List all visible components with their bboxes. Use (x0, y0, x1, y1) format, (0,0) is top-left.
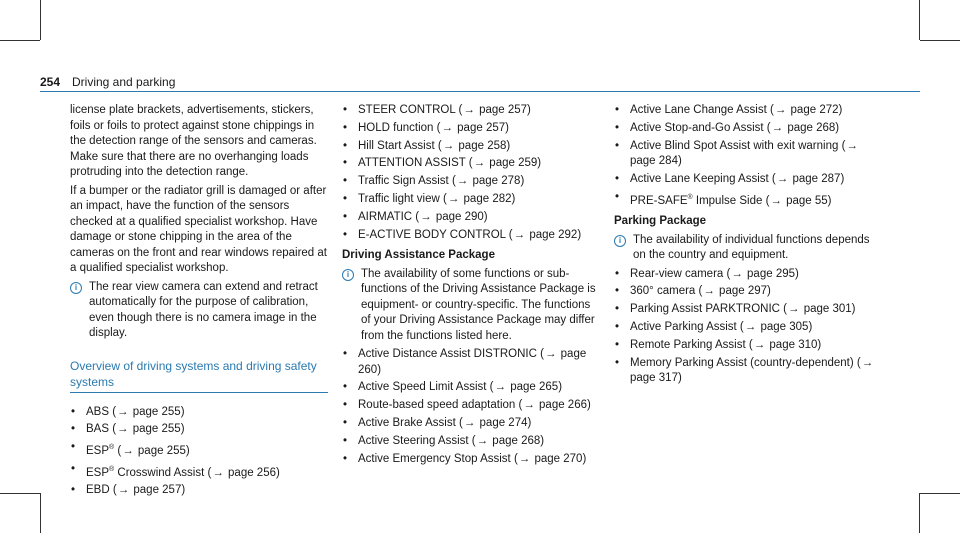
item-label: Active Parking Assist (630, 320, 737, 333)
item-label: Route-based speed adaptation (358, 399, 516, 412)
page-reference-link[interactable]: page 265 (507, 381, 559, 394)
subheading: Parking Package (614, 215, 707, 228)
item-label: Active Emergency Stop Assist (358, 452, 511, 465)
page-reference-link[interactable]: page 259 (486, 157, 538, 170)
info-icon: i (342, 269, 354, 281)
arrow-icon: → (774, 104, 787, 116)
list-item: • ESP® (→ page 255) (70, 440, 328, 459)
system-list (342, 103, 600, 243)
page-reference-link[interactable]: page 305 (757, 320, 809, 333)
item-label: ATTENTION ASSIST (358, 157, 466, 170)
item-label: EBD (86, 484, 110, 497)
list-item: • Active Stop-and-Go Assist (→ page 268) (614, 121, 882, 137)
list-item: • Remote Parking Assist (→ page 310) (614, 338, 882, 354)
list-item: • EBD (→ page 257) (70, 483, 328, 499)
arrow-icon: → (744, 320, 757, 333)
list-item: • Traffic light view (→ page 282) (342, 192, 600, 208)
arrow-icon: → (770, 194, 782, 207)
column-3 (614, 103, 882, 389)
item-label-suffix: Crosswind Assist (114, 466, 205, 479)
page-reference-link[interactable]: page 260 (358, 348, 587, 376)
list-item: • BAS (→ page 255) (70, 422, 328, 438)
page-reference-link[interactable]: page 297 (715, 285, 768, 298)
note-text: The rear view camera can extend and retract automatically for the purpose of calibration, even though there is no camera image in the display. (89, 280, 318, 339)
list-item: • ABS (→ page 255) (70, 405, 328, 421)
item-label-suffix: Impulse Side (692, 194, 763, 207)
info-icon: i (70, 282, 82, 294)
page-reference-link[interactable]: page 292 (526, 228, 578, 241)
list-item: • 360° camera (→ page 297) (614, 284, 882, 300)
subheading: Driving Assistance Package (342, 249, 495, 262)
crop-mark (920, 40, 960, 41)
arrow-icon: → (753, 338, 766, 351)
arrow-icon: → (117, 405, 129, 418)
list-item: • PRE-SAFE® Impulse Side (→ page 55) (614, 190, 882, 209)
arrow-icon: → (731, 267, 743, 280)
page-reference-link[interactable]: page 255 (134, 444, 186, 457)
page-reference-link[interactable]: page 255 (129, 423, 181, 436)
section-title: Driving and parking (72, 75, 176, 89)
item-label: PRE-SAFE (630, 194, 688, 207)
note-text: The availability of individual functions depends on the country and equipment. (633, 233, 870, 262)
list-item: • AIRMATIC (→ page 290) (342, 210, 600, 226)
item-label: ESP (86, 444, 110, 457)
page-reference-link[interactable]: page 301 (800, 303, 852, 316)
list-item: • Active Speed Limit Assist (→ page 265) (342, 380, 600, 396)
item-label: Memory Parking Assist (country-dependent) (630, 356, 854, 369)
arrow-icon: → (788, 303, 800, 316)
list-item: • Active Blind Spot Assist with exit warning (→ page 284) (614, 139, 882, 170)
item-label: STEER CONTROL (358, 104, 456, 116)
arrow-icon: → (442, 139, 455, 152)
page-number: 254 (40, 75, 61, 89)
system-list (614, 103, 882, 209)
column-1 (70, 103, 328, 501)
list-item: • STEER CONTROL (→ page 257) (342, 103, 600, 119)
page-reference-link[interactable]: page 55 (782, 194, 828, 207)
section-heading: Overview of driving systems and driving safety systems (70, 358, 317, 389)
item-label: Active Stop-and-Go Assist (630, 121, 764, 134)
arrow-icon: → (861, 356, 874, 369)
list-item: • Active Distance Assist DISTRONIC (→ page 260) (342, 347, 600, 378)
page-reference-link[interactable]: page 284 (630, 155, 678, 168)
system-list (614, 267, 882, 387)
list-item: • Parking Assist PARKTRONIC (→ page 301) (614, 302, 882, 318)
page-reference-link[interactable]: page 258 (455, 139, 507, 152)
page-reference-link[interactable]: page 295 (743, 267, 796, 280)
list-item: • Active Steering Assist (→ page 268) (342, 434, 600, 450)
arrow-icon: → (703, 285, 715, 298)
arrow-icon: → (518, 452, 531, 465)
info-icon: i (614, 235, 626, 247)
list-item: • ESP® Crosswind Assist (→ page 256) (70, 462, 328, 481)
arrow-icon: → (212, 466, 224, 479)
item-label: Active Steering Assist (358, 434, 469, 447)
item-label: HOLD function (358, 121, 434, 134)
arrow-icon: → (846, 139, 858, 152)
item-label: Active Speed Limit Assist (358, 381, 487, 394)
crop-mark (40, 493, 41, 533)
crop-mark (919, 493, 920, 533)
arrow-icon: → (447, 192, 460, 205)
arrow-icon: → (494, 381, 507, 394)
arrow-icon: → (771, 121, 784, 134)
item-label: Active Distance Assist DISTRONIC (358, 348, 537, 361)
registered-mark: ® (687, 193, 693, 201)
info-note (614, 233, 882, 264)
list-item: • HOLD function (→ page 257) (342, 121, 600, 137)
info-note (70, 280, 328, 342)
paragraph: If a bumper or the radiator grill is damaged or after an impact, have the function of the sensors checked at a qualified specialist workshop. Have damage or stone chipping in the area of the cameras on the front and rear windows repaired at a qualified specialist workshop. (70, 184, 327, 274)
page-reference-link[interactable]: page 255 (129, 405, 181, 418)
item-label: Traffic Sign Assist (358, 175, 449, 188)
arrow-icon: → (117, 484, 130, 497)
system-list (70, 405, 328, 499)
item-label: Parking Assist PARKTRONIC (630, 303, 780, 316)
page-reference-link[interactable]: page 317 (630, 372, 678, 384)
list-item: • Rear-view camera (→ page 295) (614, 267, 882, 283)
arrow-icon: → (463, 104, 475, 116)
registered-mark: ® (109, 444, 115, 452)
arrow-icon: → (122, 444, 134, 457)
item-label: Active Blind Spot Assist with exit warning (630, 139, 839, 152)
list-item: • E-ACTIVE BODY CONTROL (→ page 292) (342, 228, 600, 244)
list-item: • Active Brake Assist (→ page 274) (342, 416, 600, 432)
list-item: • Traffic Sign Assist (→ page 278) (342, 174, 600, 190)
page-reference-link[interactable]: page 274 (476, 416, 528, 429)
registered-mark: ® (109, 465, 115, 473)
page-reference-link[interactable]: page 272 (787, 104, 839, 116)
note-text: The availability of some functions or sub-functions of the Driving Assistance Package is equipment- or country-specific. The functions of your Driving Assistance Package may differ from the functions listed here. (361, 267, 596, 342)
item-label: Active Brake Assist (358, 416, 456, 429)
system-list (342, 347, 600, 467)
item-label: Active Lane Change Assist (630, 104, 767, 116)
arrow-icon: → (420, 210, 432, 223)
page-reference-link[interactable]: page 290 (432, 210, 484, 223)
arrow-icon: → (523, 399, 535, 412)
column-2 (342, 103, 600, 469)
item-label: Traffic light view (358, 192, 440, 205)
item-label: ABS (86, 405, 110, 418)
page-reference-link[interactable]: page 278 (469, 175, 521, 188)
page-reference-link[interactable]: page 256 (224, 466, 276, 479)
item-label: ESP (86, 466, 110, 479)
page-reference-link[interactable]: page 310 (766, 338, 818, 351)
arrow-icon: → (544, 348, 557, 361)
list-item: • Active Lane Keeping Assist (→ page 287) (614, 172, 882, 188)
arrow-icon: → (441, 121, 453, 134)
crop-mark (0, 493, 40, 494)
list-item: • ATTENTION ASSIST (→ page 259) (342, 156, 600, 172)
arrow-icon: → (463, 416, 476, 429)
arrow-icon: → (473, 157, 486, 170)
list-item: • Hill Start Assist (→ page 258) (342, 139, 600, 155)
list-item: • Route-based speed adaptation (→ page 266) (342, 398, 600, 414)
info-note (342, 267, 600, 345)
item-label: Hill Start Assist (358, 139, 435, 152)
header-rule (40, 91, 920, 92)
item-label: Active Lane Keeping Assist (630, 172, 769, 185)
list-item: • Active Parking Assist (→ page 305) (614, 320, 882, 336)
item-label: BAS (86, 423, 110, 436)
crop-mark (919, 0, 920, 40)
page-reference-link[interactable]: page 257 (130, 484, 182, 497)
page-reference-link[interactable]: page 257 (453, 121, 506, 134)
section-rule (70, 392, 328, 393)
list-item: • Memory Parking Assist (country-dependent) (→ page 317) (614, 356, 882, 387)
item-label: Remote Parking Assist (630, 338, 746, 351)
item-label: 360° camera (630, 285, 696, 298)
page-reference-link[interactable]: page 268 (784, 121, 836, 134)
arrow-icon: → (476, 434, 489, 447)
page-reference-link[interactable]: page 282 (460, 192, 512, 205)
page-reference-link[interactable]: page 270 (531, 452, 583, 465)
crop-mark (40, 0, 41, 40)
item-label: AIRMATIC (358, 210, 413, 223)
item-label: Rear-view camera (630, 267, 724, 280)
page-reference-link[interactable]: page 257 (475, 104, 528, 116)
list-item: • Active Emergency Stop Assist (→ page 270) (342, 452, 600, 468)
crop-mark (920, 493, 960, 494)
page-reference-link[interactable]: page 268 (489, 434, 541, 447)
arrow-icon: → (117, 423, 129, 436)
arrow-icon: → (456, 175, 469, 188)
item-label: E-ACTIVE BODY CONTROL (358, 228, 506, 241)
list-item: • Active Lane Change Assist (→ page 272) (614, 103, 882, 119)
arrow-icon: → (513, 228, 526, 241)
page-reference-link[interactable]: page 266 (535, 399, 587, 412)
page-reference-link[interactable]: page 287 (789, 172, 841, 185)
crop-mark (0, 40, 40, 41)
arrow-icon: → (776, 172, 789, 185)
paragraph: license plate brackets, advertisements, stickers, foils or foils to protect against stone chippings in the detection range of the sensors and cameras. Make sure that there are no overhanging loads protruding into the detection range. (70, 104, 317, 178)
